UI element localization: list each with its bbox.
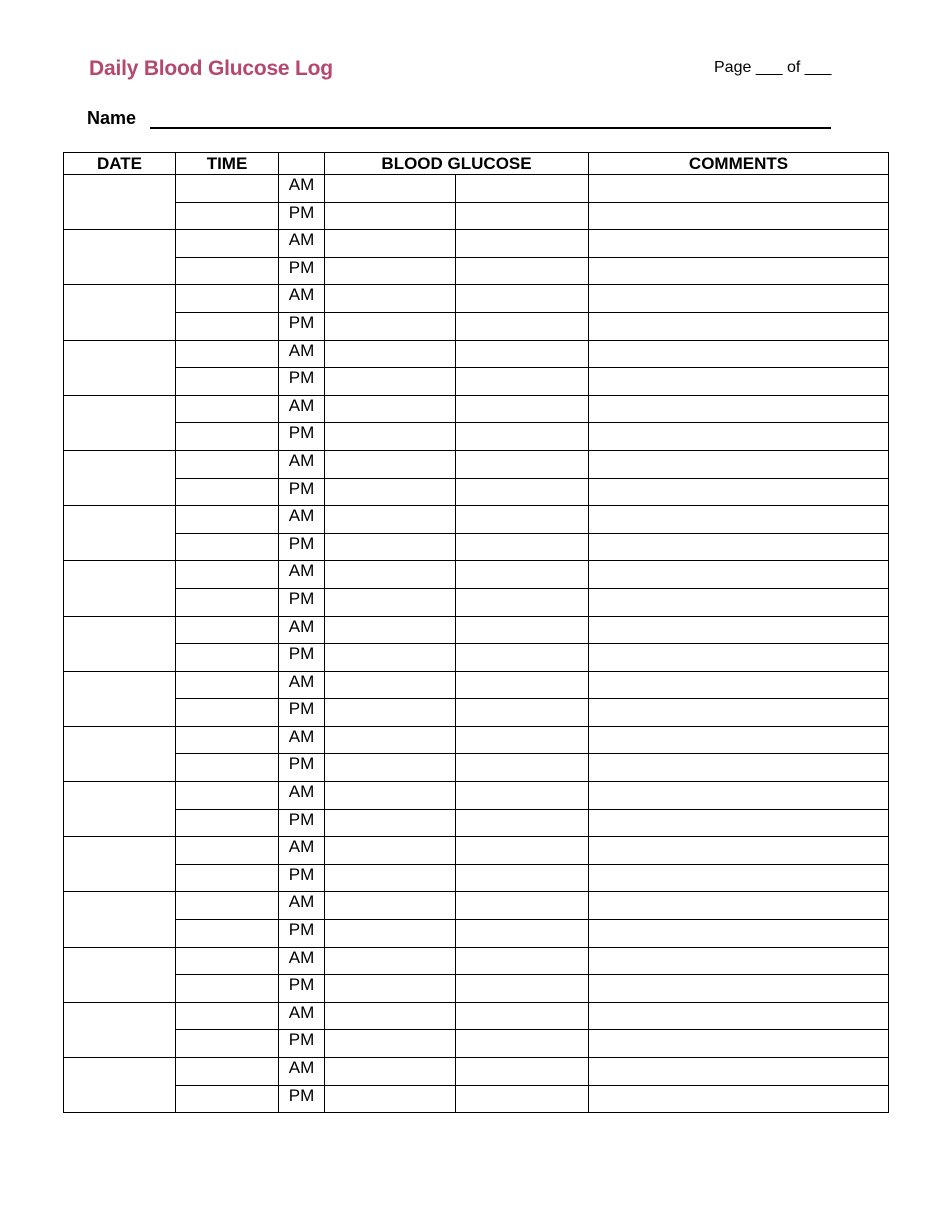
blood-glucose-cell[interactable] <box>325 450 456 478</box>
blood-glucose-cell[interactable] <box>325 395 456 423</box>
time-cell[interactable] <box>176 947 279 975</box>
table-row <box>64 395 889 423</box>
table-row <box>64 285 889 313</box>
blood-glucose-cell[interactable] <box>456 533 589 561</box>
blood-glucose-cell[interactable] <box>456 837 589 865</box>
time-column-header: TIME <box>176 153 279 175</box>
time-cell[interactable] <box>176 1030 279 1058</box>
pm-label: PM <box>279 754 325 782</box>
blood-glucose-cell[interactable] <box>325 892 456 920</box>
blood-glucose-cell[interactable] <box>456 340 589 368</box>
comments-cell[interactable] <box>589 423 889 451</box>
am-label: AM <box>279 947 325 975</box>
table-row <box>64 947 889 975</box>
comments-cell[interactable] <box>589 368 889 396</box>
am-label: AM <box>279 837 325 865</box>
blood-glucose-cell[interactable] <box>325 644 456 672</box>
blood-glucose-cell[interactable] <box>325 754 456 782</box>
blood-glucose-cell[interactable] <box>325 782 456 810</box>
am-label: AM <box>279 1058 325 1086</box>
comments-cell[interactable] <box>589 1030 889 1058</box>
comments-cell[interactable] <box>589 892 889 920</box>
comments-cell[interactable] <box>589 726 889 754</box>
am-label: AM <box>279 616 325 644</box>
comments-cell[interactable] <box>589 202 889 230</box>
date-cell[interactable] <box>64 726 176 781</box>
blood-glucose-cell[interactable] <box>325 671 456 699</box>
table-row <box>64 1058 889 1086</box>
comments-cell[interactable] <box>589 754 889 782</box>
blood-glucose-cell[interactable] <box>325 478 456 506</box>
blood-glucose-cell[interactable] <box>325 312 456 340</box>
date-cell[interactable] <box>64 230 176 285</box>
comments-cell[interactable] <box>589 947 889 975</box>
glucose-log-table <box>63 152 889 1113</box>
pm-label: PM <box>279 1085 325 1113</box>
blood-glucose-cell[interactable] <box>456 1030 589 1058</box>
blood-glucose-cell[interactable] <box>325 1030 456 1058</box>
time-cell[interactable] <box>176 644 279 672</box>
period-column-header <box>279 153 325 175</box>
blood-glucose-cell[interactable] <box>325 340 456 368</box>
pm-label: PM <box>279 257 325 285</box>
date-cell[interactable] <box>64 506 176 561</box>
pm-label: PM <box>279 644 325 672</box>
blood-glucose-cell[interactable] <box>325 230 456 258</box>
date-cell[interactable] <box>64 1002 176 1057</box>
pm-label: PM <box>279 478 325 506</box>
table-row <box>64 809 889 837</box>
pm-label: PM <box>279 588 325 616</box>
blood-glucose-cell[interactable] <box>325 837 456 865</box>
time-cell[interactable] <box>176 1058 279 1086</box>
table-row <box>64 975 889 1003</box>
blood-glucose-cell[interactable] <box>325 285 456 313</box>
table-row <box>64 726 889 754</box>
table-row <box>64 257 889 285</box>
blood-glucose-cell[interactable] <box>456 285 589 313</box>
table-row <box>64 1085 889 1113</box>
table-row <box>64 1030 889 1058</box>
blood-glucose-cell[interactable] <box>325 809 456 837</box>
blood-glucose-cell[interactable] <box>456 368 589 396</box>
blood-glucose-cell[interactable] <box>456 450 589 478</box>
time-cell[interactable] <box>176 340 279 368</box>
blood-glucose-cell[interactable] <box>456 864 589 892</box>
name-write-line <box>150 127 831 129</box>
date-cell[interactable] <box>64 671 176 726</box>
blood-glucose-cell[interactable] <box>325 506 456 534</box>
time-cell[interactable] <box>176 864 279 892</box>
date-column-header: DATE <box>64 153 176 175</box>
blood-glucose-cell[interactable] <box>325 202 456 230</box>
blood-glucose-cell[interactable] <box>456 230 589 258</box>
blood-glucose-cell[interactable] <box>456 616 589 644</box>
comments-cell[interactable] <box>589 920 889 948</box>
date-cell[interactable] <box>64 782 176 837</box>
comments-cell[interactable] <box>589 450 889 478</box>
blood-glucose-cell[interactable] <box>325 175 456 203</box>
blood-glucose-cell[interactable] <box>325 1085 456 1113</box>
time-cell[interactable] <box>176 175 279 203</box>
table-row <box>64 506 889 534</box>
comments-cell[interactable] <box>589 1058 889 1086</box>
comments-cell[interactable] <box>589 312 889 340</box>
blood-glucose-cell[interactable] <box>325 588 456 616</box>
log-body <box>64 175 889 1113</box>
comments-cell[interactable] <box>589 864 889 892</box>
pm-label: PM <box>279 864 325 892</box>
blood-glucose-cell[interactable] <box>325 975 456 1003</box>
am-label: AM <box>279 175 325 203</box>
blood-glucose-cell[interactable] <box>456 1002 589 1030</box>
time-cell[interactable] <box>176 809 279 837</box>
comments-cell[interactable] <box>589 478 889 506</box>
am-label: AM <box>279 1002 325 1030</box>
table-row <box>64 837 889 865</box>
pm-label: PM <box>279 975 325 1003</box>
time-cell[interactable] <box>176 699 279 727</box>
comments-cell[interactable] <box>589 395 889 423</box>
table-row <box>64 699 889 727</box>
time-cell[interactable] <box>176 478 279 506</box>
comments-cell[interactable] <box>589 230 889 258</box>
date-cell[interactable] <box>64 285 176 340</box>
comments-cell[interactable] <box>589 257 889 285</box>
date-cell[interactable] <box>64 395 176 450</box>
comments-cell[interactable] <box>589 1002 889 1030</box>
blood-glucose-cell[interactable] <box>325 257 456 285</box>
time-cell[interactable] <box>176 671 279 699</box>
time-cell[interactable] <box>176 616 279 644</box>
table-row <box>64 230 889 258</box>
comments-cell[interactable] <box>589 175 889 203</box>
comments-cell[interactable] <box>589 837 889 865</box>
table-row <box>64 671 889 699</box>
blood-glucose-cell[interactable] <box>325 920 456 948</box>
pm-label: PM <box>279 368 325 396</box>
pm-label: PM <box>279 699 325 727</box>
time-cell[interactable] <box>176 395 279 423</box>
table-row <box>64 561 889 589</box>
page-number-field: Page ___ of ___ <box>714 59 832 76</box>
date-cell[interactable] <box>64 450 176 505</box>
date-cell[interactable] <box>64 175 176 230</box>
time-cell[interactable] <box>176 726 279 754</box>
blood-glucose-cell[interactable] <box>456 561 589 589</box>
blood-glucose-cell[interactable] <box>456 312 589 340</box>
blood-glucose-cell[interactable] <box>325 368 456 396</box>
blood-glucose-cell[interactable] <box>325 947 456 975</box>
comments-cell[interactable] <box>589 340 889 368</box>
table-row <box>64 616 889 644</box>
pm-label: PM <box>279 312 325 340</box>
blood-glucose-cell[interactable] <box>456 726 589 754</box>
pm-label: PM <box>279 1030 325 1058</box>
table-row <box>64 864 889 892</box>
blood-glucose-cell[interactable] <box>456 699 589 727</box>
blood-glucose-cell[interactable] <box>456 671 589 699</box>
am-label: AM <box>279 230 325 258</box>
blood-glucose-cell[interactable] <box>325 561 456 589</box>
time-cell[interactable] <box>176 1085 279 1113</box>
table-row <box>64 450 889 478</box>
time-cell[interactable] <box>176 312 279 340</box>
blood-glucose-cell[interactable] <box>325 616 456 644</box>
date-cell[interactable] <box>64 1058 176 1113</box>
blood-glucose-cell[interactable] <box>456 423 589 451</box>
time-cell[interactable] <box>176 533 279 561</box>
table-row <box>64 920 889 948</box>
comments-cell[interactable] <box>589 533 889 561</box>
comments-cell[interactable] <box>589 644 889 672</box>
comments-cell[interactable] <box>589 616 889 644</box>
table-row <box>64 644 889 672</box>
time-cell[interactable] <box>176 450 279 478</box>
pm-label: PM <box>279 809 325 837</box>
table-header-row <box>64 153 889 175</box>
time-cell[interactable] <box>176 506 279 534</box>
date-cell[interactable] <box>64 892 176 947</box>
blood-glucose-cell[interactable] <box>456 478 589 506</box>
pm-label: PM <box>279 423 325 451</box>
blood-glucose-cell[interactable] <box>325 864 456 892</box>
table-row <box>64 368 889 396</box>
comments-cell[interactable] <box>589 1085 889 1113</box>
date-cell[interactable] <box>64 616 176 671</box>
form-title: Daily Blood Glucose Log <box>89 57 333 80</box>
table-row <box>64 892 889 920</box>
table-row <box>64 478 889 506</box>
am-label: AM <box>279 340 325 368</box>
am-label: AM <box>279 450 325 478</box>
time-cell[interactable] <box>176 892 279 920</box>
time-cell[interactable] <box>176 561 279 589</box>
comments-cell[interactable] <box>589 561 889 589</box>
table-row <box>64 340 889 368</box>
pm-label: PM <box>279 533 325 561</box>
table-row <box>64 782 889 810</box>
am-label: AM <box>279 726 325 754</box>
table-row <box>64 202 889 230</box>
time-cell[interactable] <box>176 837 279 865</box>
time-cell[interactable] <box>176 368 279 396</box>
comments-cell[interactable] <box>589 782 889 810</box>
date-cell[interactable] <box>64 947 176 1002</box>
blood-glucose-cell[interactable] <box>456 506 589 534</box>
blood-glucose-cell[interactable] <box>325 1058 456 1086</box>
comments-cell[interactable] <box>589 588 889 616</box>
time-cell[interactable] <box>176 202 279 230</box>
blood-glucose-cell[interactable] <box>456 920 589 948</box>
blood-glucose-cell[interactable] <box>325 699 456 727</box>
table-row <box>64 1002 889 1030</box>
blood-glucose-cell[interactable] <box>456 257 589 285</box>
am-label: AM <box>279 892 325 920</box>
blood-glucose-cell[interactable] <box>456 754 589 782</box>
table-row <box>64 533 889 561</box>
time-cell[interactable] <box>176 285 279 313</box>
time-cell[interactable] <box>176 257 279 285</box>
blood-glucose-cell[interactable] <box>456 1085 589 1113</box>
am-label: AM <box>279 285 325 313</box>
comments-cell[interactable] <box>589 975 889 1003</box>
blood-glucose-cell[interactable] <box>325 533 456 561</box>
pm-label: PM <box>279 920 325 948</box>
am-label: AM <box>279 561 325 589</box>
comments-cell[interactable] <box>589 506 889 534</box>
blood-glucose-cell[interactable] <box>325 726 456 754</box>
name-label: Name <box>87 108 137 128</box>
blood-glucose-cell[interactable] <box>456 588 589 616</box>
table-row <box>64 312 889 340</box>
blood-glucose-cell[interactable] <box>456 892 589 920</box>
am-label: AM <box>279 671 325 699</box>
table-row <box>64 423 889 451</box>
blood-glucose-cell[interactable] <box>456 395 589 423</box>
time-cell[interactable] <box>176 975 279 1003</box>
blood-glucose-cell[interactable] <box>456 1058 589 1086</box>
time-cell[interactable] <box>176 782 279 810</box>
blood-glucose-cell[interactable] <box>456 975 589 1003</box>
pm-label: PM <box>279 202 325 230</box>
blood-glucose-cell[interactable] <box>456 782 589 810</box>
date-cell[interactable] <box>64 340 176 395</box>
time-cell[interactable] <box>176 754 279 782</box>
time-cell[interactable] <box>176 423 279 451</box>
blood-glucose-cell[interactable] <box>325 423 456 451</box>
date-cell[interactable] <box>64 561 176 616</box>
time-cell[interactable] <box>176 920 279 948</box>
blood-glucose-cell[interactable] <box>456 175 589 203</box>
blood-glucose-cell[interactable] <box>325 1002 456 1030</box>
time-cell[interactable] <box>176 588 279 616</box>
date-cell[interactable] <box>64 837 176 892</box>
comments-cell[interactable] <box>589 699 889 727</box>
comments-cell[interactable] <box>589 809 889 837</box>
am-label: AM <box>279 782 325 810</box>
time-cell[interactable] <box>176 230 279 258</box>
name-field <box>87 108 832 132</box>
comments-cell[interactable] <box>589 285 889 313</box>
am-label: AM <box>279 395 325 423</box>
table-row <box>64 175 889 203</box>
blood-glucose-cell[interactable] <box>456 202 589 230</box>
blood-glucose-cell[interactable] <box>456 644 589 672</box>
table-row <box>64 588 889 616</box>
time-cell[interactable] <box>176 1002 279 1030</box>
blood-glucose-cell[interactable] <box>456 947 589 975</box>
blood-glucose-column-header: BLOOD GLUCOSE <box>325 153 589 175</box>
comments-column-header: COMMENTS <box>589 153 889 175</box>
table-row <box>64 754 889 782</box>
am-label: AM <box>279 506 325 534</box>
comments-cell[interactable] <box>589 671 889 699</box>
blood-glucose-cell[interactable] <box>456 809 589 837</box>
